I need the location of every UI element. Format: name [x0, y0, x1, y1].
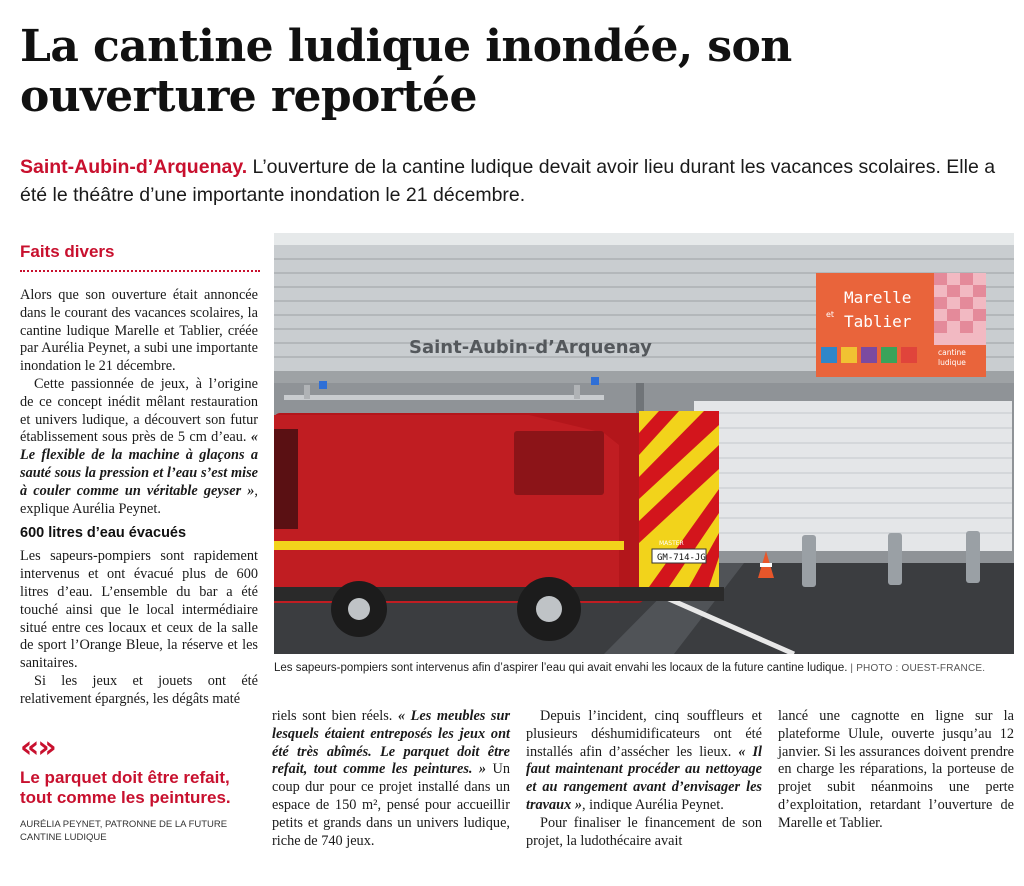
- building-sign: Saint-Aubin-d’Arquenay: [409, 337, 652, 358]
- van-rear-doors: [634, 411, 724, 601]
- paragraph-6: Pour finaliser le financement de son projet, la ludothécaire avait: [526, 814, 762, 849]
- logo-tag-2: ludique: [938, 358, 966, 367]
- logo-line-2: et: [826, 310, 835, 319]
- rubric-label: Faits divers: [20, 242, 115, 261]
- paragraph-4-end: Un coup dur pour ce projet installé dans un espace de 150 m², pensé pour accueillir petits et grands dans un univers ludique, riche de 740 jeux.: [272, 761, 510, 849]
- rubric-divider: [20, 270, 260, 272]
- paragraph-4-start: Si les jeux et jouets ont été relativement épargnés, les dégâts maté: [20, 672, 258, 707]
- chapo: [20, 153, 1010, 209]
- photo-caption: [274, 660, 1014, 677]
- paragraph-5-text: Depuis l’incident, cinq souffleurs et plusieurs déshumidificateurs ont été installés afin d’assécher les lieux.: [526, 708, 762, 760]
- paragraph-2-quote: « Le flexible de la machine à glaçons a sauté sous la pression et l’eau s’est mise à couler comme un véritable geyser »: [20, 429, 258, 499]
- logo-line-1: Marelle: [844, 288, 912, 307]
- article-column-1: [20, 287, 258, 709]
- caption-text: Les sapeurs-pompiers sont intervenus afin d’aspirer l’eau qui avait envahi les locaux de la future cantine ludique.: [274, 662, 848, 674]
- logo-line-3: Tablier: [844, 312, 912, 331]
- van-brand: MASTER: [659, 540, 684, 547]
- van-window: [274, 429, 298, 529]
- paragraph-6-cont: lancé une cagnotte en ligne sur la plateforme Ulule, ouverte jusqu’au 12 janvier. Si les assurances doivent prendre en charge les réparations, la porteuse de projet subit néanmoins une perte d’exploitation, retardant l’ouverture de Marelle et Tablier.: [778, 708, 1014, 831]
- paragraph-2-attribution: , explique Aurélia Peynet.: [20, 482, 258, 517]
- logo-icons: [821, 347, 917, 363]
- paragraph-4-quote: « Les meubles sur lesquels étaient entreposés les jeux ont été très abîmés. Le parquet doit être refait, tout comme les peintures. »: [272, 708, 511, 778]
- article-column-4: [778, 708, 1014, 833]
- paragraph-1: Alors que son ouverture était annoncée dans le courant des vacances scolaires, la cantine ludique Marelle et Tablier, créée par Aurélia Peynet, a subi une importante inondation le 21 décembre.: [20, 287, 258, 375]
- paragraph-4-cont: [272, 708, 510, 850]
- chapo-text: L’ouverture de la cantine ludique devait avoir lieu durant les vacances scolaires. Elle a été le théâtre d’une importante inondation le 21 décembre.: [20, 156, 996, 206]
- pullquote-author: AURÉLIA PEYNET, PATRONNE DE LA FUTURE CANTINE LUDIQUE: [20, 819, 228, 843]
- pullquote-text: Le parquet doit être refait, tout comme les peintures.: [20, 768, 231, 807]
- paragraph-4-text: riels sont bien réels.: [272, 708, 398, 724]
- paragraph-3: Les sapeurs-pompiers sont rapidement intervenus et ont évacué plus de 600 litres d’eau. L’ensemble du bar a été touché ainsi que le local intermédiaire situé entre ces locaux et ceux de la salle de sport l’Orange Bleue, la réserve et les sanitaires.: [20, 548, 258, 672]
- roller-shutter: [694, 401, 1012, 551]
- paragraph-2: [20, 376, 258, 518]
- headline: La cantine ludique inondée, son ouverture reportée: [20, 21, 792, 122]
- paragraph-2-text: Cette passionnée de jeux, à l’origine de ce concept inédit mêlant restauration et univers ludique, a découvert son futur établissement sous près de 5 cm d’eau.: [20, 375, 258, 446]
- license-plate: GM-714-JG: [657, 553, 706, 563]
- paragraph-5-quote: « Il faut maintenant procéder au nettoyage et au rangement avant d’envisager les travaux »: [526, 743, 763, 813]
- pullquote-mark: «»: [20, 730, 55, 765]
- paragraph-5-attribution: , indique Aurélia Peynet.: [582, 796, 724, 813]
- logo-tag-1: cantine: [938, 348, 966, 357]
- article-column-3: [526, 708, 762, 850]
- paragraph-5: [526, 708, 762, 815]
- article-column-2: [272, 708, 510, 850]
- subhead: 600 litres d’eau évacués: [20, 525, 187, 542]
- van-stripe: [274, 541, 624, 550]
- photo-credit: | PHOTO : OUEST-FRANCE.: [847, 663, 986, 674]
- chapo-place: Saint-Aubin-d’Arquenay.: [20, 156, 248, 178]
- news-photo: [274, 233, 1014, 654]
- fire-van: [274, 377, 644, 641]
